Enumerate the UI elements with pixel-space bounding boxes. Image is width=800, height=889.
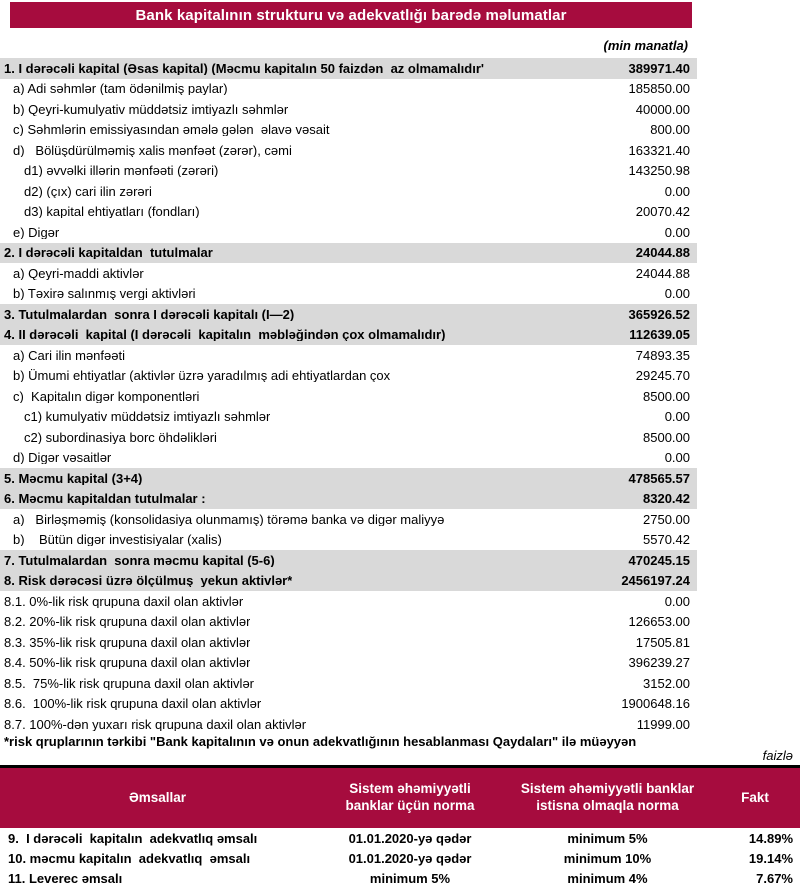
- row-value: 3152.00: [643, 675, 690, 691]
- percent-unit-note: faizlə: [762, 748, 793, 763]
- ratio-norm-non-systemic: minimum 5%: [567, 830, 648, 846]
- row-label: b) Bütün digər investisiyalar (xalis): [13, 533, 222, 547]
- table-row: [0, 848, 800, 868]
- ratio-norm-systemic: minimum 5%: [369, 871, 451, 887]
- table-row: [0, 653, 697, 674]
- row-label: 1. I dərəcəli kapital (Əsas kapital) (Məcmu kapitalın 50 faizdən az olmamalıdır': [4, 61, 484, 75]
- row-label: e) Digər: [13, 225, 60, 239]
- table-row: [0, 509, 697, 530]
- row-value: 365926.52: [628, 306, 690, 322]
- risk-groups-footnote: *risk qruplarının tərkibi "Bank kapitalının və onun adekvatlığının hesablanması Qaydaları" ilə müəyyən: [4, 734, 637, 749]
- table-row: [0, 714, 697, 735]
- row-label: 8.6. 100%-lik risk qrupuna daxil olan aktivlər: [4, 697, 262, 711]
- table-row: [0, 427, 697, 448]
- table-row: [0, 284, 697, 305]
- table-row: [0, 243, 697, 264]
- title-banner: [10, 2, 692, 28]
- row-value: 470245.15: [628, 552, 690, 568]
- row-label: 8. Risk dərəcəsi üzrə ölçülmuş yekun aktivlər*: [4, 574, 293, 588]
- row-value: 185850.00: [628, 81, 690, 97]
- row-label: c) Kapitalın digər komponentləri: [13, 389, 200, 403]
- ratio-norm-systemic: 01.01.2020-yə qədər: [348, 850, 472, 866]
- table-row: [0, 386, 697, 407]
- row-value: 112639.05: [629, 327, 690, 343]
- row-value: 11999.00: [636, 716, 690, 732]
- table-row: [0, 828, 800, 848]
- row-label: b) Qeyri-kumulyativ müddətsiz imtiyazlı səhmlər: [13, 102, 289, 116]
- row-label: c) Səhmlərin emissiyasından əmələ gələn əlavə vəsait: [13, 123, 330, 137]
- ratios-table-header: [0, 768, 800, 828]
- ratio-label: 9. I dərəcəli kapitalın adekvatlıq əmsalı: [8, 830, 258, 846]
- row-label: 8.1. 0%-lik risk qrupuna daxil olan aktivlər: [4, 594, 244, 608]
- table-row: [0, 181, 697, 202]
- table-row: [0, 79, 697, 100]
- row-label: 6. Məcmu kapitaldan tutulmalar :: [4, 492, 206, 506]
- table-row: [0, 550, 697, 571]
- row-value: 0.00: [664, 224, 690, 240]
- row-value: 29245.70: [635, 368, 690, 384]
- row-label: d3) kapital ehtiyatları (fondları): [24, 205, 200, 219]
- table-row: [0, 407, 697, 428]
- row-label: c2) subordinasiya borc öhdəlikləri: [24, 430, 217, 444]
- row-label: 4. II dərəcəli kapital (I dərəcəli kapitalın məbləğindən çox olmamalıdır): [4, 328, 446, 342]
- row-value: 2750.00: [643, 511, 690, 527]
- row-label: 8.4. 50%-lik risk qrupuna daxil olan aktivlər: [4, 656, 251, 670]
- table-row: [0, 632, 697, 653]
- row-label: d) Digər vəsaitlər: [13, 451, 112, 465]
- ratio-label: 10. məcmu kapitalın adekvatlıq əmsalı: [8, 850, 251, 866]
- header-coefficients: Əmsallar: [128, 789, 187, 805]
- table-row: [0, 58, 697, 79]
- row-value: 478565.57: [628, 470, 690, 486]
- page-title: Bank kapitalının strukturu və adekvatlığı barədə məlumatlar: [135, 6, 567, 24]
- table-row: [0, 140, 697, 161]
- table-row: [0, 202, 697, 223]
- row-label: 3. Tutulmalardan sonra I dərəcəli kapitalı (I—2): [4, 307, 295, 321]
- table-row: [0, 530, 697, 551]
- table-row: [0, 571, 697, 592]
- row-value: 0.00: [664, 450, 690, 466]
- table-row: [0, 468, 697, 489]
- row-label: b) Ümumi ehtiyatlar (aktivlər üzrə yaradılmış adi ehtiyatlardan çox: [13, 369, 391, 383]
- table-row: [0, 222, 697, 243]
- header-fact: Fakt: [741, 789, 769, 805]
- table-row: [0, 869, 800, 889]
- table-row: [0, 673, 697, 694]
- row-value: 0.00: [664, 593, 690, 609]
- ratios-table-body: [0, 828, 800, 889]
- row-label: 8.5. 75%-lik risk qrupuna daxil olan aktivlər: [4, 676, 255, 690]
- row-value: 800.00: [650, 122, 690, 138]
- ratio-fact: 7.67%: [756, 871, 793, 887]
- row-label: b) Təxirə salınmış vergi aktivləri: [13, 287, 196, 301]
- table-row: [0, 345, 697, 366]
- row-value: 24044.88: [635, 245, 690, 261]
- row-label: a) Birləşməmiş (konsolidasiya olunmamış) törəmə banka və digər maliyyə: [13, 512, 445, 526]
- row-label: 8.3. 35%-lik risk qrupuna daxil olan aktivlər: [4, 635, 251, 649]
- row-value: 24044.88: [635, 265, 690, 281]
- row-label: 7. Tutulmalardan sonra məcmu kapital (5-6): [4, 553, 275, 567]
- ratio-fact: 19.14%: [748, 850, 793, 866]
- row-value: 8500.00: [643, 429, 690, 445]
- row-value: 8320.42: [643, 491, 690, 507]
- row-label: a) Qeyri-maddi aktivlər: [13, 266, 144, 280]
- header-norm-non-systemic: Sistem əhəmiyyətli banklar istisna olmaqla norma: [520, 781, 695, 813]
- table-row: [0, 591, 697, 612]
- row-value: 2456197.24: [621, 573, 690, 589]
- table-row: [0, 161, 697, 182]
- ratio-norm-non-systemic: minimum 4%: [567, 871, 648, 887]
- ratio-norm-systemic: 01.01.2020-yə qədər: [348, 830, 472, 846]
- row-label: d1) əvvəlki illərin mənfəəti (zərəri): [24, 164, 219, 178]
- table-row: [0, 99, 697, 120]
- table-row: [0, 325, 697, 346]
- table-row: [0, 489, 697, 510]
- table-row: [0, 263, 697, 284]
- row-value: 0.00: [664, 409, 690, 425]
- row-value: 0.00: [664, 286, 690, 302]
- row-label: d) Bölüşdürülməmiş xalis mənfəət (zərər), cəmi: [13, 143, 292, 157]
- row-label: 8.7. 100%-dən yuxarı risk qrupuna daxil olan aktivlər: [4, 717, 307, 731]
- table-row: [0, 304, 697, 325]
- row-value: 74893.35: [635, 347, 690, 363]
- ratio-label: 11. Leverec əmsalı: [8, 871, 123, 887]
- row-label: 8.2. 20%-lik risk qrupuna daxil olan aktivlər: [4, 615, 251, 629]
- row-label: a) Cari ilin mənfəəti: [13, 348, 125, 362]
- table-row: [0, 448, 697, 469]
- row-label: 5. Məcmu kapital (3+4): [4, 471, 143, 485]
- capital-structure-table: [0, 58, 697, 735]
- row-value: 17505.81: [635, 634, 690, 650]
- row-value: 20070.42: [635, 204, 690, 220]
- row-value: 163321.40: [628, 142, 690, 158]
- row-value: 126653.00: [628, 614, 690, 630]
- row-label: 2. I dərəcəli kapitaldan tutulmalar: [4, 246, 213, 260]
- row-label: c1) kumulyativ müddətsiz imtiyazlı səhmlər: [24, 410, 271, 424]
- row-value: 5570.42: [643, 532, 690, 548]
- row-value: 1900648.16: [621, 696, 690, 712]
- row-label: a) Adi səhmlər (tam ödənilmiş paylar): [13, 82, 228, 96]
- header-norm-systemic: Sistem əhəmiyyətli banklar üçün norma: [345, 781, 475, 813]
- row-value: 0.00: [664, 183, 690, 199]
- unit-note: (min manatla): [603, 38, 688, 53]
- row-value: 389971.40: [628, 60, 690, 76]
- table-row: [0, 612, 697, 633]
- ratio-fact: 14.89%: [748, 830, 793, 846]
- row-label: d2) (çıx) cari ilin zərəri: [24, 184, 152, 198]
- row-value: 8500.00: [643, 388, 690, 404]
- row-value: 396239.27: [628, 655, 690, 671]
- table-row: [0, 120, 697, 141]
- table-row: [0, 694, 697, 715]
- table-row: [0, 366, 697, 387]
- row-value: 143250.98: [628, 163, 690, 179]
- ratio-norm-non-systemic: minimum 10%: [563, 850, 652, 866]
- row-value: 40000.00: [635, 101, 690, 117]
